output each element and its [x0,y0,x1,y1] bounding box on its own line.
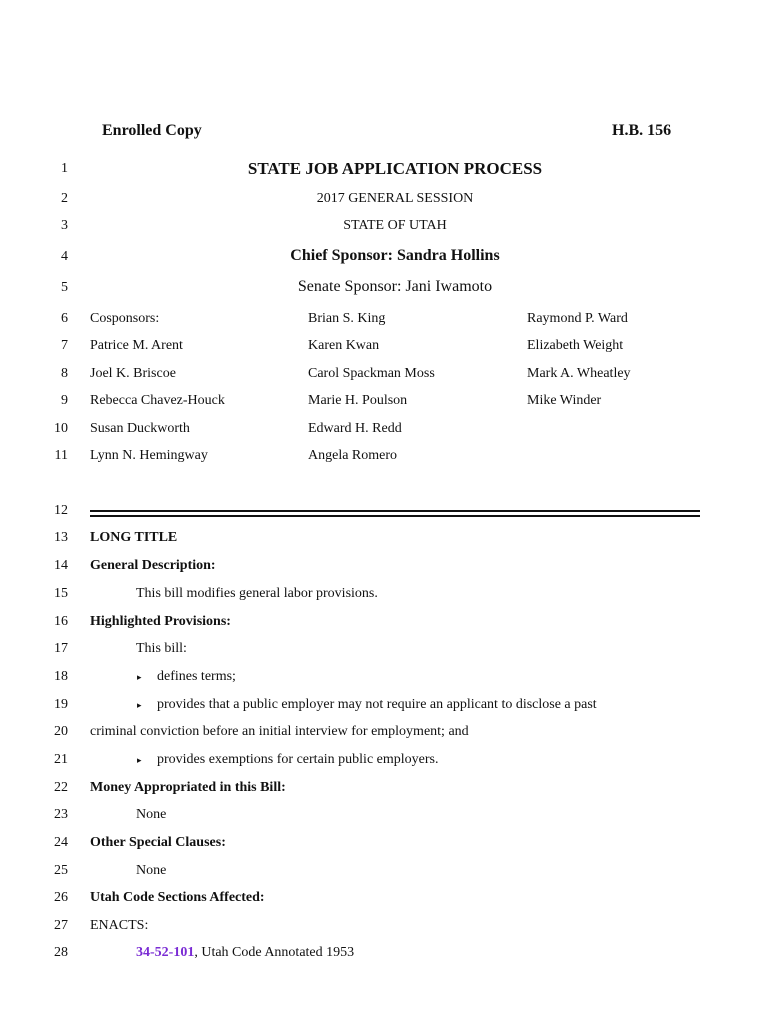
cosponsors-label: Cosponsors: [90,311,160,326]
line-number: 20 [54,724,68,739]
cosponsor-name: Lynn N. Hemingway [90,448,208,463]
cosponsor-name: Carol Spackman Moss [308,366,435,381]
chief-sponsor: Chief Sponsor: Sandra Hollins [290,247,500,264]
special-clauses-value: None [136,863,167,878]
line-number: 19 [54,697,68,712]
provision-item: defines terms; [157,669,236,684]
provision-item: provides exemptions for certain public employers. [157,752,439,767]
line-number: 9 [61,393,68,408]
code-section-description: , Utah Code Annotated 1953 [194,945,355,960]
line-number: 4 [61,249,68,264]
provision-item: provides that a public employer may not require an applicant to disclose a past [157,697,597,712]
bill-number: H.B. 156 [612,122,672,139]
bullet-icon: ▸ [137,672,142,682]
line-number: 10 [54,421,68,436]
divider-rule-bottom [90,515,700,517]
session-label: 2017 GENERAL SESSION [316,191,474,206]
cosponsor-name: Patrice M. Arent [90,338,183,353]
cosponsor-name: Marie H. Poulson [308,393,408,408]
line-number: 24 [54,835,68,850]
senate-sponsor: Senate Sponsor: Jani Iwamoto [297,278,493,295]
line-number: 26 [54,890,68,905]
line-number: 28 [54,945,68,960]
line-number: 2 [61,191,68,206]
this-bill-text: This bill: [136,641,187,656]
state-label: STATE OF UTAH [343,218,447,233]
divider-rule-top [90,510,700,512]
cosponsor-name: Joel K. Briscoe [90,366,176,381]
line-number: 12 [54,503,68,518]
code-section-entry [136,945,354,961]
money-appropriated-value: None [136,807,167,822]
line-number: 8 [61,366,68,381]
cosponsor-name: Rebecca Chavez-Houck [90,393,225,408]
line-number: 11 [54,448,68,463]
line-number: 13 [54,530,68,545]
code-sections-heading: Utah Code Sections Affected: [90,890,265,905]
line-number: 15 [54,586,68,601]
cosponsor-name: Susan Duckworth [90,421,190,436]
general-description-text: This bill modifies general labor provisions. [136,586,378,601]
bill-title: STATE JOB APPLICATION PROCESS [247,159,543,178]
cosponsor-name: Raymond P. Ward [527,311,628,326]
document-label: Enrolled Copy [102,122,202,139]
cosponsor-name: Mike Winder [527,393,602,408]
bullet-icon: ▸ [137,755,142,765]
line-number: 18 [54,669,68,684]
line-number: 27 [54,918,68,933]
money-appropriated-heading: Money Appropriated in this Bill: [90,780,286,795]
line-number: 22 [54,780,68,795]
code-section-link[interactable]: 34-52-101 [136,945,195,960]
line-number: 17 [54,641,68,656]
cosponsor-name: Karen Kwan [308,338,380,353]
line-number: 3 [61,218,68,233]
line-number: 1 [61,161,68,176]
cosponsor-name: Edward H. Redd [308,421,402,436]
cosponsor-name: Elizabeth Weight [527,338,624,353]
enacts-label: ENACTS: [90,918,149,933]
general-description-heading: General Description: [90,558,216,573]
cosponsor-name: Angela Romero [308,448,398,463]
line-number: 7 [61,338,68,353]
line-number: 16 [54,614,68,629]
line-number: 21 [54,752,68,767]
cosponsor-name: Brian S. King [308,311,386,326]
special-clauses-heading: Other Special Clauses: [90,835,226,850]
provision-item-continued: criminal conviction before an initial interview for employment; and [90,724,469,739]
line-number: 23 [54,807,68,822]
line-number: 6 [61,311,68,326]
bullet-icon: ▸ [137,700,142,710]
line-number: 14 [54,558,68,573]
cosponsor-name: Mark A. Wheatley [527,366,631,381]
line-number: 5 [61,280,68,295]
line-number: 25 [54,863,68,878]
long-title-heading: LONG TITLE [90,530,178,545]
highlighted-provisions-heading: Highlighted Provisions: [90,614,231,629]
